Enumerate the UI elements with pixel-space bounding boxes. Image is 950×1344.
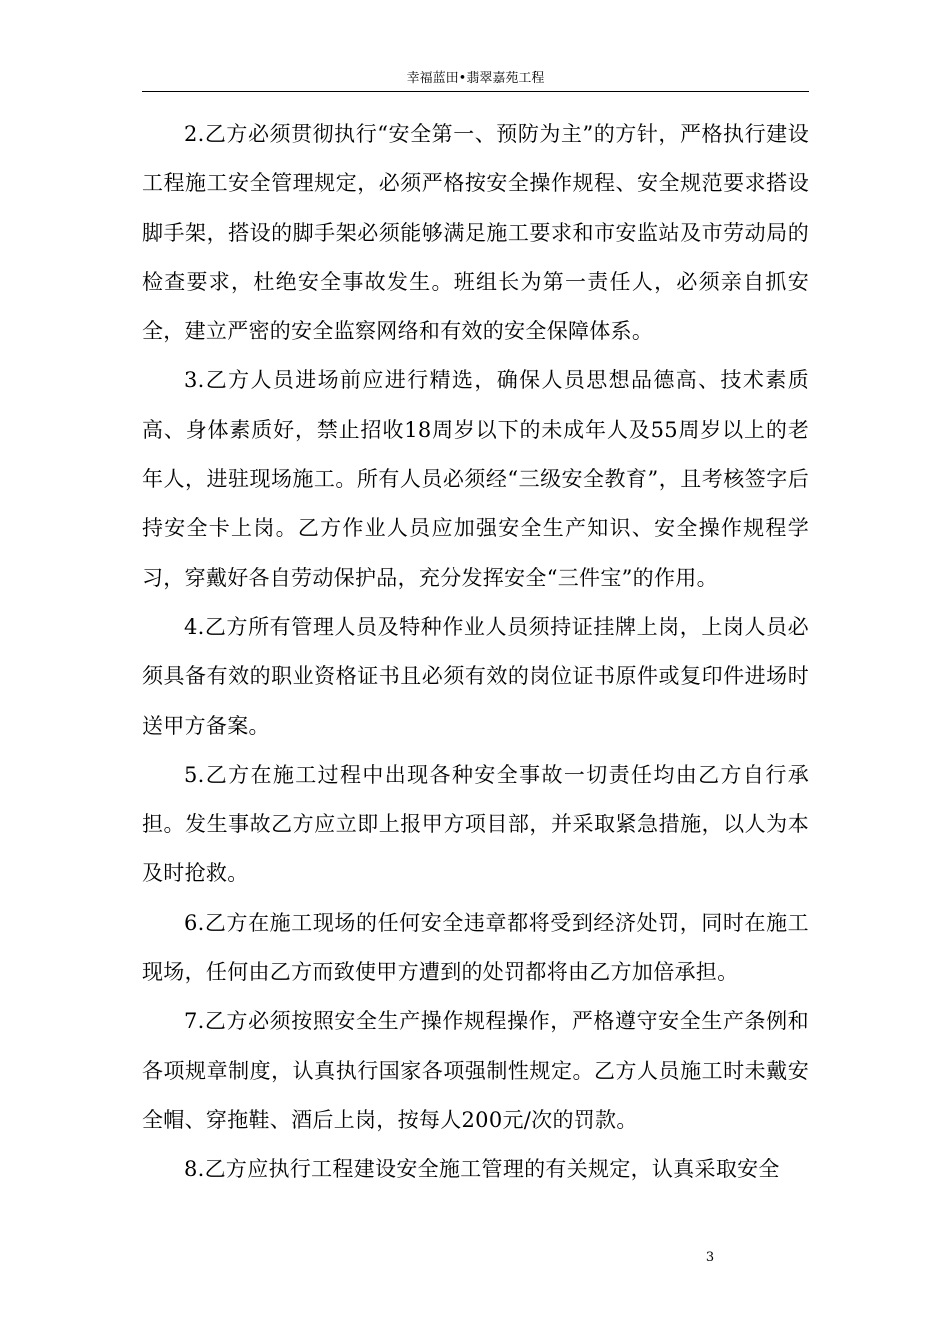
paragraph-clause-8: 8.乙方应执行工程建设安全施工管理的有关规定，认真采取安全 — [184, 1157, 780, 1182]
header-divider — [142, 91, 809, 92]
paragraph-clause-4: 4.乙方所有管理人员及特种作业人员须持证挂牌上岗，上岗人员必须具备有效的职业资格证书且必须有效的岗位证书原件或复印件进场时送甲方备案。 — [142, 614, 809, 738]
page-header: 幸福蓝田•翡翠嘉苑工程 — [406, 71, 545, 86]
paragraph-clause-2: 2.乙方必须贯彻执行“安全第一、预防为主”的方针，严格执行建设工程施工安全管理规定，必须严格按安全操作规程、安全规范要求搭设脚手架，搭设的脚手架必须能够满足施工要求和市安监站及市劳动局的检查要求，杜绝安全事故发生。班组长为第一责任人，必须亲自抓安全，建立严密的安全监察网络和有效的安全保障体系。 — [142, 122, 809, 344]
paragraph-clause-5: 5.乙方在施工过程中出现各种安全事故一切责任均由乙方自行承担。发生事故乙方应立即上报甲方项目部，并采取紧急措施，以人为本及时抢救。 — [142, 762, 809, 886]
paragraph-clause-7: 7.乙方必须按照安全生产操作规程操作，严格遵守安全生产条例和各项规章制度，认真执行国家各项强制性规定。乙方人员施工时未戴安全帽、穿拖鞋、酒后上岗，按每人200元/次的罚款。 — [142, 1009, 809, 1132]
page-number: 3 — [705, 1250, 715, 1265]
paragraph-clause-3: 3.乙方人员进场前应进行精选，确保人员思想品德高、技术素质高、身体素质好，禁止招收18周岁以下的未成年人及55周岁以上的老年人，进驻现场施工。所有人员必须经“三级安全教育”，且考核签字后持安全卡上岗。乙方作业人员应加强安全生产知识、安全操作规程学习，穿戴好各自劳动保护品，充分发挥安全“三件宝”的作用。 — [142, 368, 809, 590]
document-body — [142, 110, 809, 1195]
paragraph-clause-6: 6.乙方在施工现场的任何安全违章都将受到经济处罚，同时在施工现场，任何由乙方而致使甲方遭到的处罚都将由乙方加倍承担。 — [142, 910, 809, 985]
